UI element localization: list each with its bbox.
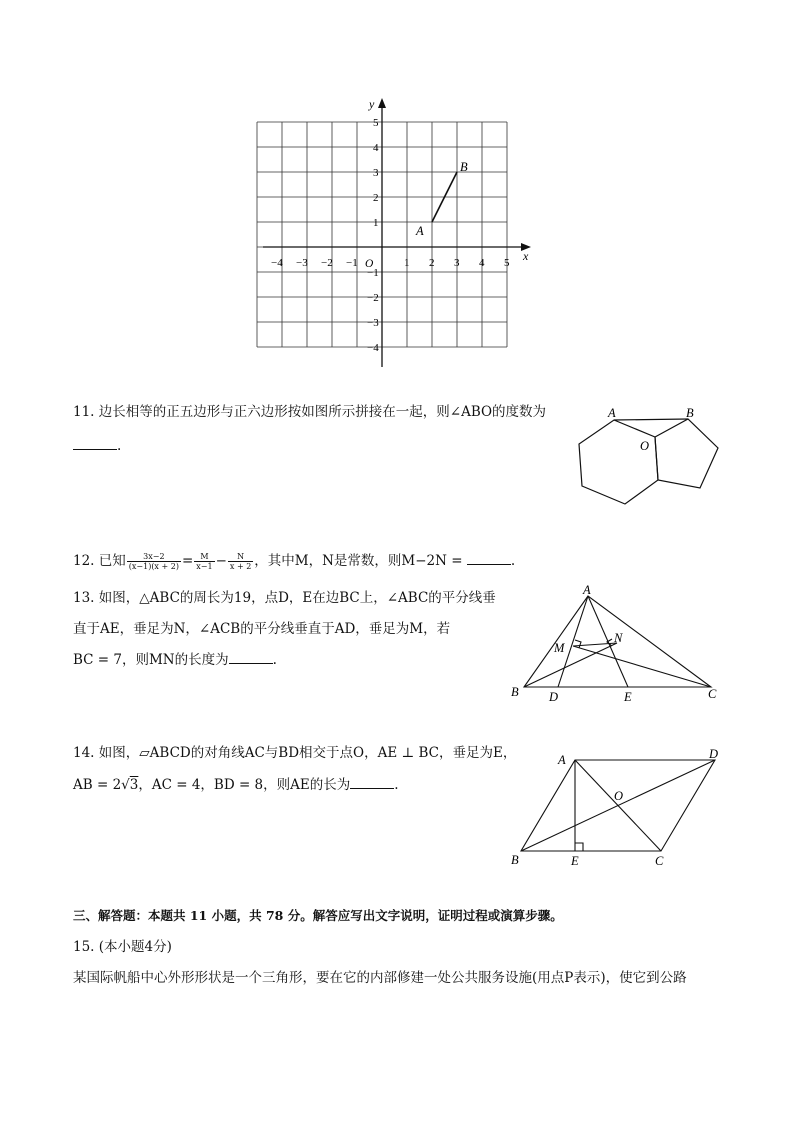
label-e: E xyxy=(624,690,632,704)
triangle-abc-figure xyxy=(508,584,723,709)
fraction-3-numerator: N xyxy=(228,552,253,562)
label-o: O xyxy=(640,439,650,453)
question-13-line-1: 13. 如图，△ABC的周长为19，点D，E在边BC上，∠ABC的平分线垂 xyxy=(73,590,496,606)
q12-prefix: 12. 已知 xyxy=(73,553,126,569)
minus-sign: − xyxy=(215,553,227,569)
x-tick-labels xyxy=(271,257,510,269)
question-15-title: 15. (本小题4分) xyxy=(73,939,172,955)
sqrt-sign: √ xyxy=(121,777,130,793)
x-tick-label: −4 xyxy=(271,257,283,269)
label-d: D xyxy=(709,747,719,761)
x-axis-label: x xyxy=(523,249,529,263)
equals-sign: = xyxy=(181,553,194,569)
y-tick-label: 1 xyxy=(373,217,379,229)
question-15-text: 某国际帆船中心外形形状是一个三角形，要在它的内部修建一处公共服务设施(用点P表示)，使它到公路 xyxy=(73,970,687,986)
question-14-line-2 xyxy=(73,775,399,795)
question-11-body: 11. 边长相等的正五边形与正六边形按如图所示拼接在一起，则∠ABO的度数为 xyxy=(73,404,547,420)
y-axis-label: y xyxy=(369,97,375,111)
y-tick-label: −3 xyxy=(367,317,379,329)
y-tick-labels xyxy=(367,117,379,354)
label-e: E xyxy=(571,854,579,868)
point-b-label: B xyxy=(460,160,468,174)
x-tick-label: −1 xyxy=(346,257,358,269)
y-tick-label: −1 xyxy=(367,267,379,279)
fraction-2-denominator: x−1 xyxy=(196,562,213,571)
period: . xyxy=(394,777,399,793)
y-tick-label: 3 xyxy=(373,167,379,179)
parallelogram-figure xyxy=(505,744,730,870)
x-tick-label: 2 xyxy=(429,257,435,269)
y-tick-label: −2 xyxy=(367,292,379,304)
label-b: B xyxy=(511,685,519,699)
label-m: M xyxy=(554,641,565,655)
question-12 xyxy=(73,551,515,571)
fraction-1 xyxy=(127,552,181,571)
label-a: A xyxy=(558,753,566,767)
question-13-line-3 xyxy=(73,650,277,670)
point-a-label: A xyxy=(416,224,424,238)
x-tick-label: 3 xyxy=(454,257,460,269)
question-13-line-3-text: BC = 7，则MN的长度为 xyxy=(73,652,229,668)
y-tick-label: −4 xyxy=(367,342,379,354)
label-b: B xyxy=(511,853,519,867)
x-tick-label: 4 xyxy=(479,257,485,269)
fraction-1-numerator: 3x−2 xyxy=(127,552,181,562)
label-n: N xyxy=(614,631,623,645)
label-d: D xyxy=(549,690,559,704)
question-11-answer-line xyxy=(73,436,121,456)
right-angle-mark-e xyxy=(575,843,583,851)
fraction-3 xyxy=(228,552,253,571)
x-tick-label: 1 xyxy=(404,257,410,269)
y-tick-label: 5 xyxy=(373,117,379,129)
section-3-heading: 三、解答题：本题共 11 小题，共 78 分。解答应写出文字说明，证明过程或演算步骤。 xyxy=(73,908,563,923)
answer-blank xyxy=(229,650,273,664)
x-tick-label: −2 xyxy=(321,257,333,269)
pentagon xyxy=(655,419,718,488)
segment-ab xyxy=(614,419,688,420)
x-tick-label: 5 xyxy=(504,257,510,269)
diagonal-bd xyxy=(521,760,715,851)
period: . xyxy=(117,438,122,454)
y-tick-label: 2 xyxy=(373,192,379,204)
bisector-cm xyxy=(573,646,711,687)
answer-blank xyxy=(467,551,511,565)
y-tick-label: 4 xyxy=(373,142,379,154)
answer-blank xyxy=(73,436,117,450)
label-c: C xyxy=(708,687,717,701)
coordinate-grid-figure xyxy=(255,92,545,377)
sqrt-radicand: 3 xyxy=(129,777,139,793)
period: . xyxy=(272,652,277,668)
q14-ab-expr: AB = 2 xyxy=(73,777,122,793)
fraction-3-denominator: x + 2 xyxy=(229,562,252,571)
label-c: C xyxy=(655,854,664,868)
origin-label: O xyxy=(365,258,374,270)
question-14-line-1: 14. 如图，▱ABCD的对角线AC与BD相交于点O，AE ⊥ BC，垂足为E， xyxy=(73,745,517,761)
y-axis-arrow xyxy=(378,98,386,108)
hexagon xyxy=(579,420,658,504)
fraction-2-numerator: M xyxy=(194,552,214,562)
fraction-2 xyxy=(194,552,214,571)
answer-blank xyxy=(350,775,394,789)
label-a: A xyxy=(608,406,616,420)
question-13-line-2: 直于AE，垂足为N，∠ACB的平分线垂直于AD，垂足为M，若 xyxy=(73,621,451,637)
label-o: O xyxy=(614,789,624,803)
pentagon-hexagon-figure xyxy=(570,400,730,510)
q12-suffix: ，其中M，N是常数，则M−2N = xyxy=(254,553,463,569)
x-tick-label: −3 xyxy=(296,257,308,269)
period: . xyxy=(510,553,516,569)
label-b: B xyxy=(686,406,694,420)
fraction-1-denominator: (x−1)(x + 2) xyxy=(128,562,179,571)
label-a: A xyxy=(583,584,591,597)
q14-rest: ，AC = 4，BD = 8，则AE的长为 xyxy=(138,777,351,793)
question-11-text xyxy=(73,402,546,422)
